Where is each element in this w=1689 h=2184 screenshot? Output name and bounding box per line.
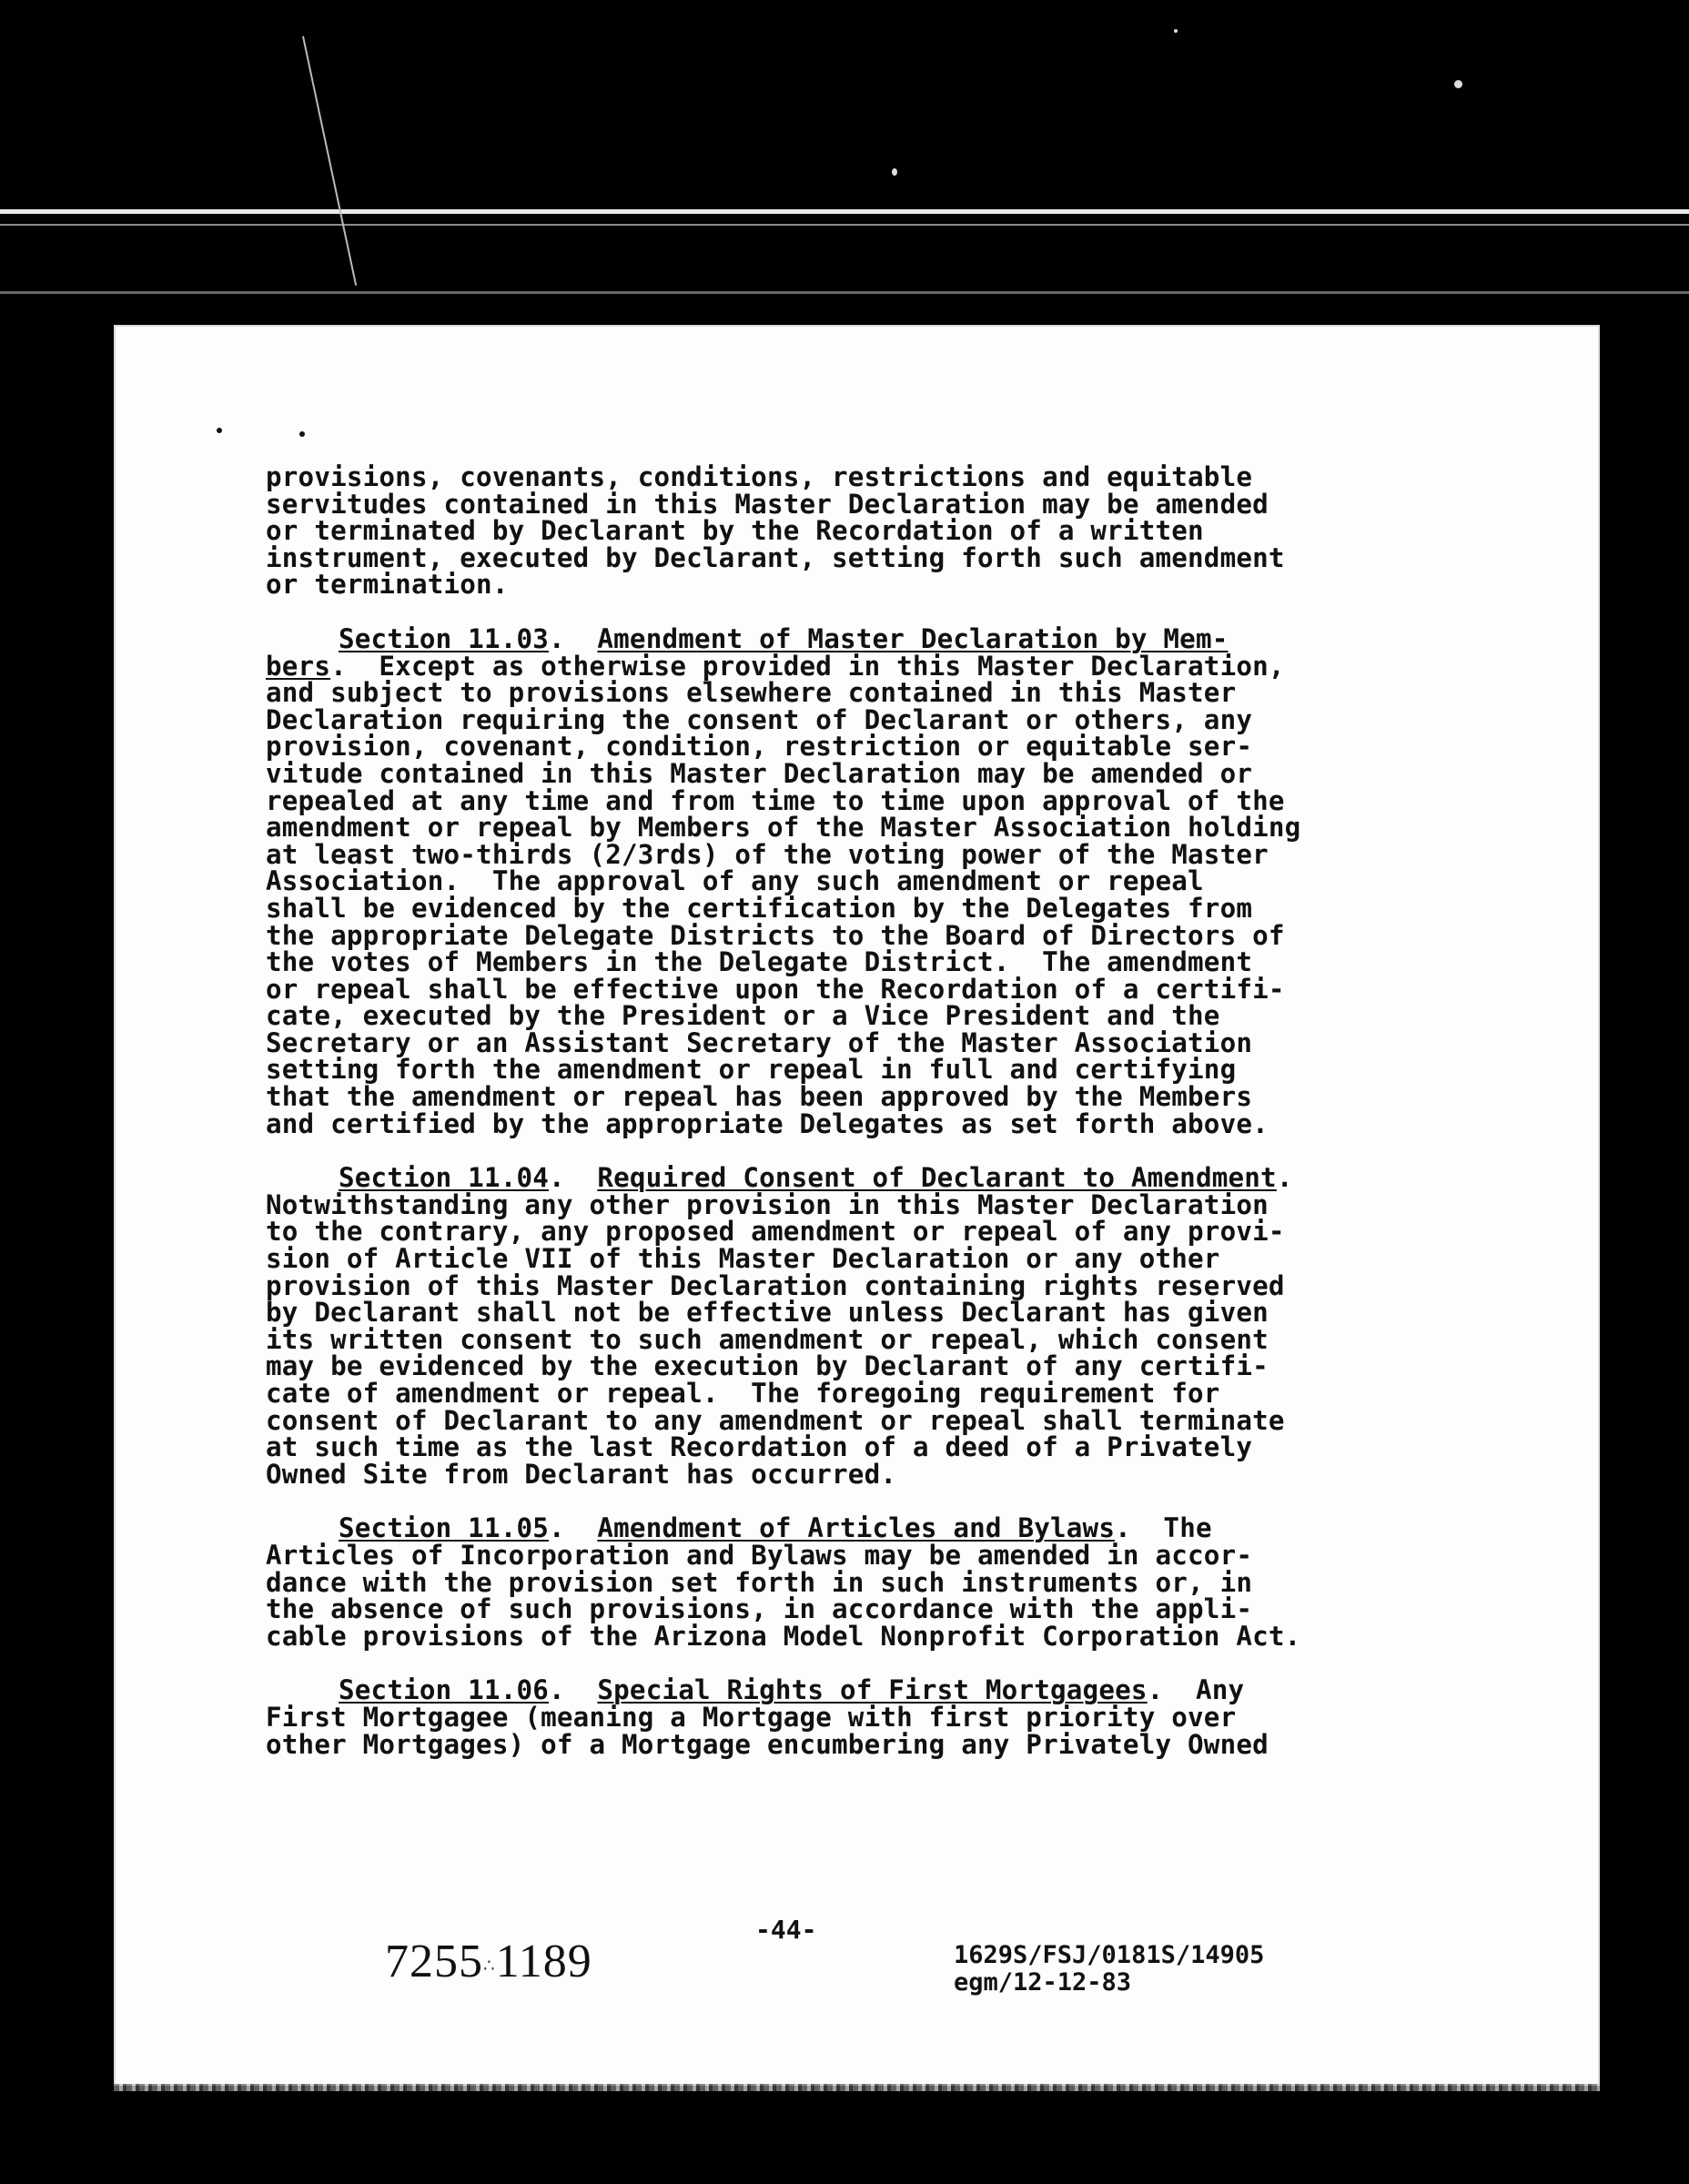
scan-speck xyxy=(1174,29,1178,33)
text-line: other Mortgages) of a Mortgage encumbering any Privately Owned xyxy=(266,1728,1269,1760)
section-number: Section 11.03 xyxy=(339,622,550,654)
text-line: by Declarant shall not be effective unless Declarant has given xyxy=(266,1297,1269,1329)
stamp-page-number: 1189 xyxy=(495,1936,592,1987)
text-fragment: The xyxy=(1163,1512,1212,1544)
section-11-04: Section 11.04. Required Consent of Declarant to Amendment. Notwithstanding any other provision in this Master Declaration to the contrary, any proposed amendment or repeal of any provi- sion of Article VII of this Master Declaration or any other provision of this Master Declaration containing rights reserved by Declarant shall not be effective unless Declarant has given its written consent to such amendment or repeal, which consent may be evidenced by the execution by Declarant of any certifi- cate of amendment or repeal. The foregoing requirement for consent of Declarant to any amendment or repeal shall terminate at such time as the last Recordation of a deed of a Privately Owned Site from Declarant has occurred. xyxy=(266,1165,1431,1488)
text-line: Secretary or an Assistant Secretary of the Master Association xyxy=(266,1026,1253,1058)
text-line: the appropriate Delegate Districts to the Board of Directors of xyxy=(266,919,1285,951)
section-title: Amendment of Master Declaration by Mem- xyxy=(597,622,1229,654)
scan-rule xyxy=(0,209,1689,214)
text-line: may be evidenced by the execution by Declarant of any certifi- xyxy=(266,1350,1269,1382)
text-line: Declaration requiring the consent of Declarant or others, any xyxy=(266,703,1253,735)
scan-rule-thin xyxy=(0,224,1689,226)
scan-speck xyxy=(1454,80,1462,88)
document-body xyxy=(266,461,1431,1785)
text-line: consent of Declarant to any amendment or repeal shall terminate xyxy=(266,1404,1285,1436)
text-line: and certified by the appropriate Delegates as set forth above. xyxy=(266,1107,1269,1139)
text-line: Notwithstanding any other provision in this Master Declaration xyxy=(266,1188,1269,1220)
text-line: amendment or repeal by Members of the Master Association holding xyxy=(266,812,1301,844)
scan-scratch xyxy=(302,36,357,286)
page-number: -44- xyxy=(755,1915,817,1945)
text-line: provision, covenant, condition, restriction or equitable ser- xyxy=(266,731,1253,763)
text-line: sion of Article VII of this Master Declaration or any other xyxy=(266,1243,1220,1275)
recording-stamp xyxy=(385,1935,592,1988)
text-line: provision of this Master Declaration containing rights reserved xyxy=(266,1269,1285,1301)
text-line: repealed at any time and from time to time upon approval of the xyxy=(266,784,1285,816)
section-number: Section 11.05 xyxy=(339,1512,550,1544)
text-line: that the amendment or repeal has been approved by the Members xyxy=(266,1081,1253,1113)
stray-dot xyxy=(299,431,305,437)
section-number: Section 11.06 xyxy=(339,1674,550,1706)
text-line: or termination. xyxy=(266,569,509,601)
text-line: its written consent to such amendment or repeal, which consent xyxy=(266,1323,1269,1355)
page-bottom-edge xyxy=(114,2084,1600,2091)
text-line: and subject to provisions elsewhere contained in this Master xyxy=(266,677,1237,709)
text-line: servitudes contained in this Master Declaration may be amended xyxy=(266,488,1269,520)
text-line: Owned Site from Declarant has occurred. xyxy=(266,1458,897,1490)
section-11-03: Section 11.03. Amendment of Master Declaration by Mem- bers. Except as otherwise provided in this Master Declaration, and subject to provisions elsewhere contained in this Master Declaration requiring the consent of Declarant or others, any provision, covenant, condition, restriction or equitable ser- vitude contained in this Master Declaration may be amended or repealed at any time and from time to time upon approval of the amendment or repeal by Members of the Master Association holding at least two-thirds (2/3rds) of the voting power of the Master Association. The approval of any such amendment or repeal shall be evidenced by the certification by the Delegates from the appropriate Delegate Districts to the Board of Directors of the votes of Members in the Delegate District. The amendment or repeal shall be effective upon the Recordation of a certifi- cate, executed by the President or a Vice President and the Secretary or an Assistant Secretary of the Master Association setting forth the amendment or repeal in full and certifying that the amendment or repeal has been approved by the Members and certified by the appropriate Delegates as set forth above. xyxy=(266,626,1431,1138)
scan-border-top xyxy=(0,0,1689,323)
text-line: provisions, covenants, conditions, restrictions and equitable xyxy=(266,461,1253,492)
text-line: Association. The approval of any such amendment or repeal xyxy=(266,865,1204,897)
reference-code-line: 1629S/FSJ/0181S/14905 xyxy=(954,1941,1265,1969)
text-line: the absence of such provisions, in accordance with the appli- xyxy=(266,1593,1253,1625)
text-line: vitude contained in this Master Declaration may be amended or xyxy=(266,757,1253,789)
text-line: . Except as otherwise provided in this Master Declaration, xyxy=(330,650,1285,682)
text-fragment: Any xyxy=(1195,1674,1245,1706)
text-line: dance with the provision set forth in such instruments or, in xyxy=(266,1566,1253,1598)
text-line: Articles of Incorporation and Bylaws may be amended in accor- xyxy=(266,1539,1253,1571)
paragraph-continuation xyxy=(266,461,1431,601)
text-line: cate of amendment or repeal. The foregoing requirement for xyxy=(266,1378,1220,1409)
stamp-smudge: ∴ xyxy=(483,1956,496,1977)
text-line: shall be evidenced by the certification by the Delegates from xyxy=(266,892,1253,924)
text-line: at such time as the last Recordation of a deed of a Privately xyxy=(266,1431,1253,1463)
section-title-continued: bers xyxy=(266,650,331,682)
section-title: Special Rights of First Mortgagees xyxy=(597,1674,1148,1706)
stamp-book-number: 7255 xyxy=(385,1936,483,1987)
section-title: Required Consent of Declarant to Amendment xyxy=(597,1162,1277,1194)
stray-dot xyxy=(217,428,222,433)
scan-speck xyxy=(892,168,897,176)
section-11-05: Section 11.05. Amendment of Articles and Bylaws. The Articles of Incorporation and Bylaws may be amended in accor- dance with the provision set forth in such instruments or, in the absence of such provisions, in accordance with the appli- cable provisions of the Arizona Model Nonprofit Corporation Act. xyxy=(266,1515,1431,1650)
text-line: the votes of Members in the Delegate District. The amendment xyxy=(266,946,1253,978)
text-line: or repeal shall be effective upon the Recordation of a certifi- xyxy=(266,973,1285,1005)
section-title: Amendment of Articles and Bylaws xyxy=(597,1512,1116,1544)
text-line: instrument, executed by Declarant, setting forth such amendment xyxy=(266,541,1285,573)
text-line: or terminated by Declarant by the Recordation of a written xyxy=(266,515,1204,547)
scan-rule-lower xyxy=(0,291,1689,294)
text-line: at least two-thirds (2/3rds) of the voting power of the Master xyxy=(266,838,1269,870)
text-line: cable provisions of the Arizona Model Nonprofit Corporation Act. xyxy=(266,1620,1301,1652)
section-11-06: Section 11.06. Special Rights of First Mortgagees. Any First Mortgagee (meaning a Mortgage with first priority over other Mortgages) of a Mortgage encumbering any Privately Owned xyxy=(266,1677,1431,1758)
section-number: Section 11.04 xyxy=(339,1162,550,1194)
reference-code xyxy=(954,1942,1264,1997)
text-line: cate, executed by the President or a Vice President and the xyxy=(266,1000,1220,1032)
text-line: setting forth the amendment or repeal in full and certifying xyxy=(266,1054,1237,1086)
reference-date-line: egm/12-12-83 xyxy=(954,1968,1132,1997)
text-line: First Mortgagee (meaning a Mortgage with first priority over xyxy=(266,1701,1237,1733)
text-line: to the contrary, any proposed amendment or repeal of any provi- xyxy=(266,1216,1285,1248)
